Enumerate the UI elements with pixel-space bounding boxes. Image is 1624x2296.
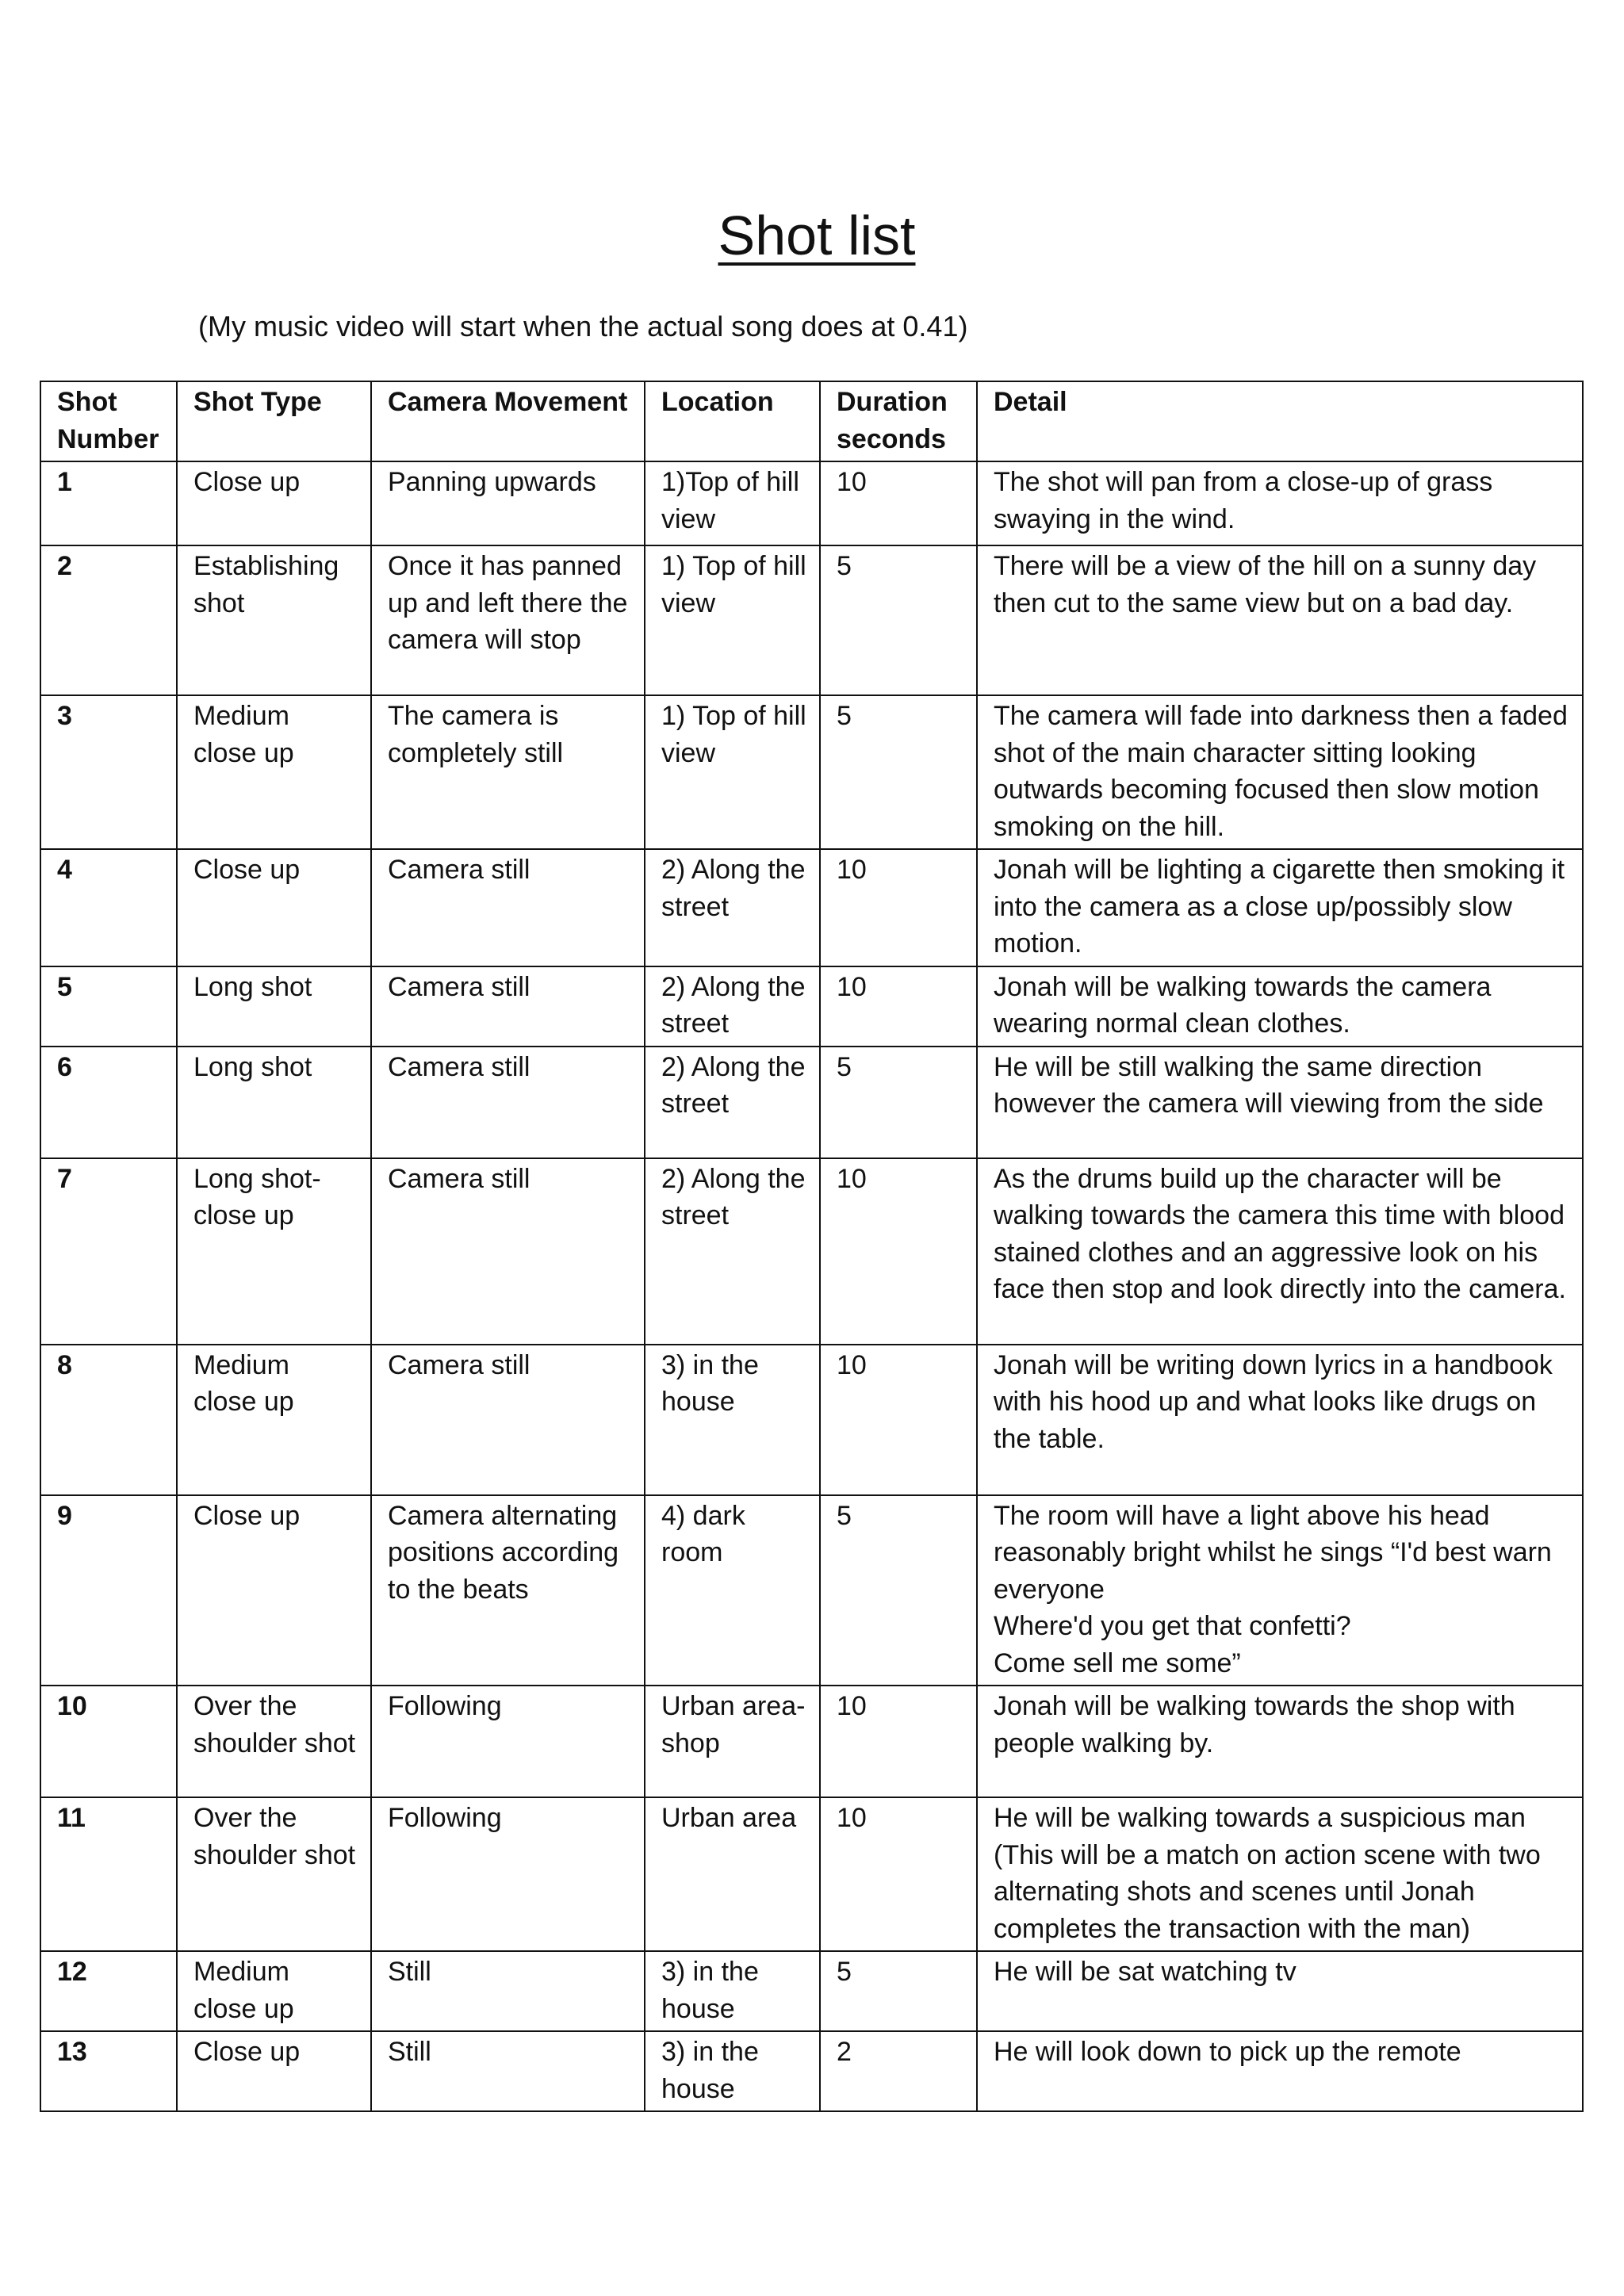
cell-number: 5 [40, 966, 177, 1047]
cell-detail: As the drums build up the character will be walking towards the camera this time with blood stained clothes and an aggressive look on his face then stop and look directly into the camera. [977, 1158, 1583, 1345]
header-camera-movement: Camera Movement [371, 381, 645, 461]
cell-movement: Camera still [371, 1345, 645, 1495]
cell-duration: 5 [820, 1951, 977, 2031]
cell-number: 2 [40, 545, 177, 695]
header-duration: Duration seconds [820, 381, 977, 461]
table-row [40, 849, 1583, 966]
table-row [40, 1495, 1583, 1686]
cell-type: Long shot-close up [177, 1158, 371, 1345]
cell-location: 1) Top of hill view [645, 695, 820, 849]
cell-location: 3) in the house [645, 1345, 820, 1495]
cell-movement: Camera still [371, 1158, 645, 1345]
cell-movement: Still [371, 2031, 645, 2111]
cell-location: 2) Along the street [645, 1158, 820, 1345]
cell-type: Long shot [177, 1047, 371, 1158]
cell-movement: Following [371, 1797, 645, 1951]
cell-number: 11 [40, 1797, 177, 1951]
cell-number: 1 [40, 461, 177, 545]
cell-detail: He will be walking towards a suspicious man (This will be a match on action scene with two alternating shots and scenes until Jonah completes the transaction with the man) [977, 1797, 1583, 1951]
cell-detail: He will be still walking the same direction however the camera will viewing from the side [977, 1047, 1583, 1158]
header-shot-type: Shot Type [177, 381, 371, 461]
table-row [40, 695, 1583, 849]
cell-movement: Camera still [371, 849, 645, 966]
cell-duration: 5 [820, 1047, 977, 1158]
cell-duration: 5 [820, 545, 977, 695]
cell-duration: 5 [820, 1495, 977, 1686]
cell-location: 1)Top of hill view [645, 461, 820, 545]
intro-note: (My music video will start when the actual song does at 0.41) [198, 310, 968, 342]
cell-duration: 5 [820, 695, 977, 849]
cell-type: Close up [177, 461, 371, 545]
cell-movement: Camera alternating positions according to the beats [371, 1495, 645, 1686]
cell-type: Medium close up [177, 695, 371, 849]
cell-type: Establishing shot [177, 545, 371, 695]
cell-detail: Jonah will be writing down lyrics in a handbook with his hood up and what looks like drugs on the table. [977, 1345, 1583, 1495]
cell-detail: There will be a view of the hill on a sunny day then cut to the same view but on a bad day. [977, 545, 1583, 695]
cell-detail: Jonah will be walking towards the shop with people walking by. [977, 1686, 1583, 1797]
cell-detail: Jonah will be lighting a cigarette then smoking it into the camera as a close up/possibly slow motion. [977, 849, 1583, 966]
cell-number: 10 [40, 1686, 177, 1797]
table-row [40, 1797, 1583, 1951]
cell-movement: The camera is completely still [371, 695, 645, 849]
cell-detail: The camera will fade into darkness then a faded shot of the main character sitting looking outwards becoming focused then slow motion smoking on the hill. [977, 695, 1583, 849]
cell-duration: 10 [820, 1158, 977, 1345]
cell-detail: The shot will pan from a close-up of grass swaying in the wind. [977, 461, 1583, 545]
cell-location: 3) in the house [645, 1951, 820, 2031]
cell-type: Close up [177, 2031, 371, 2111]
cell-number: 9 [40, 1495, 177, 1686]
cell-duration: 10 [820, 966, 977, 1047]
table-row [40, 1951, 1583, 2031]
cell-type: Long shot [177, 966, 371, 1047]
cell-duration: 10 [820, 1345, 977, 1495]
cell-movement: Camera still [371, 1047, 645, 1158]
header-detail: Detail [977, 381, 1583, 461]
cell-detail: He will look down to pick up the remote [977, 2031, 1583, 2111]
table-row [40, 461, 1583, 545]
table-row [40, 1047, 1583, 1158]
cell-number: 4 [40, 849, 177, 966]
cell-number: 7 [40, 1158, 177, 1345]
table-row [40, 966, 1583, 1047]
cell-movement: Panning upwards [371, 461, 645, 545]
cell-location: 2) Along the street [645, 849, 820, 966]
cell-duration: 10 [820, 1797, 977, 1951]
header-location: Location [645, 381, 820, 461]
cell-location: 1) Top of hill view [645, 545, 820, 695]
table-row [40, 545, 1583, 695]
table-row [40, 1686, 1583, 1797]
cell-movement: Still [371, 1951, 645, 2031]
cell-duration: 10 [820, 461, 977, 545]
cell-duration: 10 [820, 849, 977, 966]
cell-type: Close up [177, 849, 371, 966]
cell-location: 4) dark room [645, 1495, 820, 1686]
shot-list-table [40, 381, 1584, 2112]
cell-number: 13 [40, 2031, 177, 2111]
cell-detail: He will be sat watching tv [977, 1951, 1583, 2031]
table-header-row [40, 381, 1583, 461]
cell-detail: Jonah will be walking towards the camera wearing normal clean clothes. [977, 966, 1583, 1047]
cell-number: 6 [40, 1047, 177, 1158]
table-row [40, 2031, 1583, 2111]
cell-duration: 2 [820, 2031, 977, 2111]
cell-location: Urban area [645, 1797, 820, 1951]
cell-location: Urban area- shop [645, 1686, 820, 1797]
cell-location: 3) in the house [645, 2031, 820, 2111]
cell-type: Medium close up [177, 1951, 371, 2031]
cell-movement: Following [371, 1686, 645, 1797]
header-shot-number: Shot Number [40, 381, 177, 461]
cell-type: Close up [177, 1495, 371, 1686]
cell-type: Over the shoulder shot [177, 1797, 371, 1951]
cell-detail: The room will have a light above his head reasonably bright whilst he sings “I'd best warn everyone Where'd you get that confetti? Come sell me some” [977, 1495, 1583, 1686]
table-row [40, 1345, 1583, 1495]
page-title: Shot list [718, 205, 916, 266]
cell-number: 3 [40, 695, 177, 849]
cell-type: Over the shoulder shot [177, 1686, 371, 1797]
cell-movement: Once it has panned up and left there the camera will stop [371, 545, 645, 695]
cell-duration: 10 [820, 1686, 977, 1797]
cell-number: 12 [40, 1951, 177, 2031]
cell-location: 2) Along the street [645, 1047, 820, 1158]
cell-movement: Camera still [371, 966, 645, 1047]
cell-location: 2) Along the street [645, 966, 820, 1047]
cell-type: Medium close up [177, 1345, 371, 1495]
cell-number: 8 [40, 1345, 177, 1495]
table-row [40, 1158, 1583, 1345]
